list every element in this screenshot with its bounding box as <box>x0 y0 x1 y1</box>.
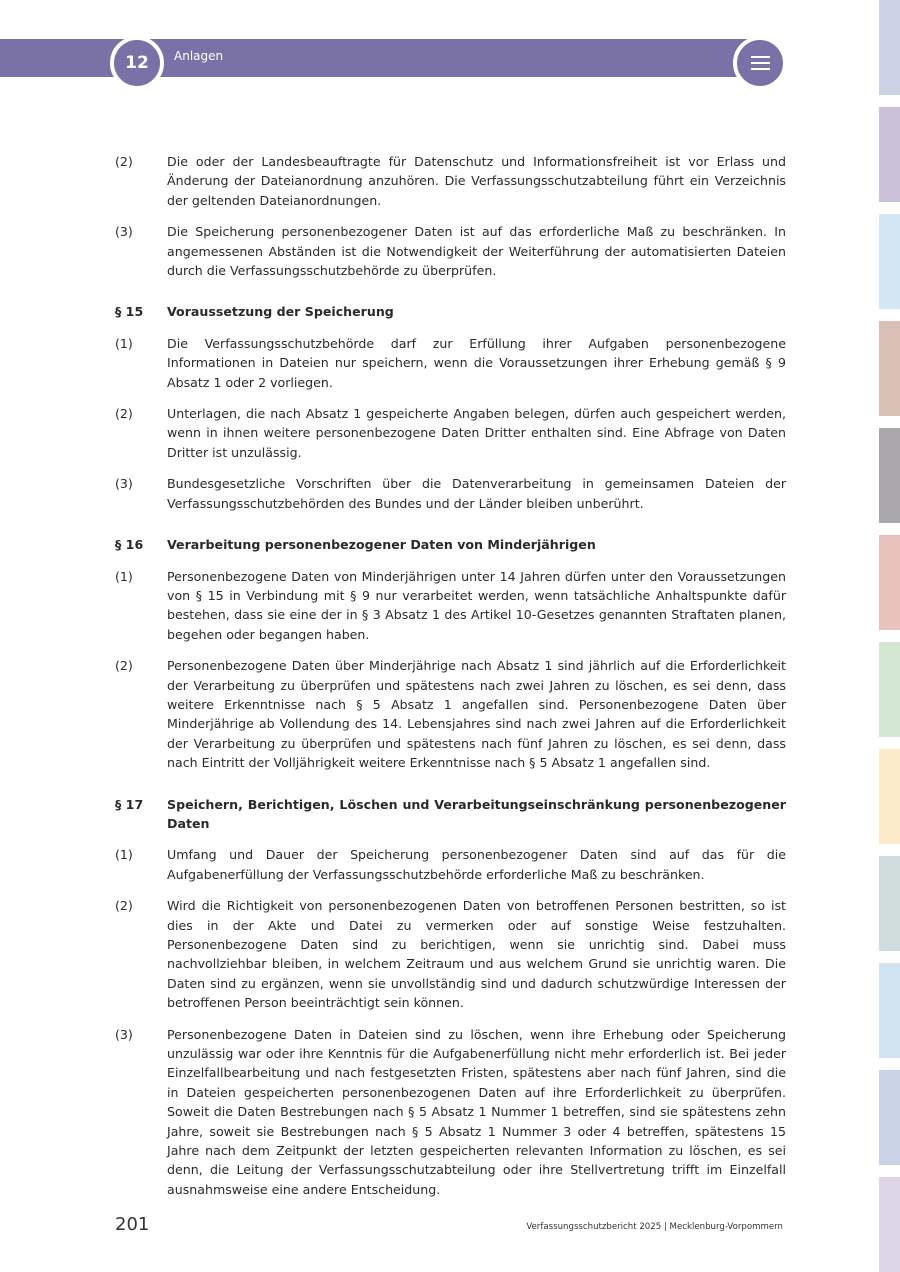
paragraph-text: Bundesgesetzliche Vorschriften über die Datenverarbeitung in gemeinsamen Dateien der Verfassungsschutzbehörden des Bundes und der Länder bleiben unberührt. <box>167 476 786 511</box>
chapter-tab-bar <box>879 0 900 1272</box>
chapter-tab-8[interactable] <box>879 749 900 844</box>
section-title: Voraussetzung der Speicherung <box>167 304 394 320</box>
paragraph-text: Unterlagen, die nach Absatz 1 gespeicherte Angaben belegen, dürfen auch gespeichert werden, wenn in ihnen weitere personenbezogene Daten Dritter enthalten sind. Eine Abfrage von Daten Dritter ist unzulässig. <box>167 406 786 460</box>
chapter-tab-3[interactable] <box>879 214 900 309</box>
chapter-title: Anlagen <box>174 49 224 63</box>
chapter-tab-2[interactable] <box>879 107 900 202</box>
paragraph-text: Umfang und Dauer der Speicherung personenbezogener Daten sind auf das für die Aufgabenerfüllung der Verfassungsschutzbehörde erforderliche Maß zu beschränken. <box>167 847 786 882</box>
section-title: Verarbeitung personenbezogener Daten von Minderjährigen <box>167 537 596 553</box>
paragraph <box>115 656 786 772</box>
section-title: Speichern, Berichtigen, Löschen und Verarbeitungseinschränkung personenbezogener Daten <box>167 796 786 831</box>
chapter-tab-7[interactable] <box>879 642 900 737</box>
paragraph-number: (1) <box>115 568 133 584</box>
paragraph <box>115 845 786 884</box>
chapter-tab-10[interactable] <box>879 963 900 1058</box>
chapter-tab-9[interactable] <box>879 856 900 951</box>
section-heading <box>115 535 786 554</box>
paragraph <box>115 334 786 392</box>
section-number: § 16 <box>115 537 144 553</box>
paragraph-text: Die Verfassungsschutzbehörde darf zur Erfüllung ihrer Aufgaben personenbezogene Informationen in Dateien nur speichern, wenn die Voraussetzungen ihrer Erhebung gemäß § 9 Absatz 1 oder 2 vorliegen. <box>167 335 786 390</box>
chapter-number-badge: 12 <box>110 36 164 90</box>
paragraph-text: Die Speicherung personenbezogener Daten ist auf das erforderliche Maß zu beschränken. In angemessenen Abständen ist die Notwendigkeit der Weiterführung der automatisierten Dateien durch die Verfassungsschutzbehörde zu überprüfen. <box>167 224 786 279</box>
paragraph-number: (3) <box>115 224 133 240</box>
chapter-tab-12[interactable] <box>879 1177 900 1272</box>
chapter-tab-5[interactable] <box>879 428 900 523</box>
page-number: 201 <box>115 1214 150 1235</box>
paragraph <box>115 567 786 645</box>
paragraph-number: (1) <box>115 335 133 351</box>
chapter-tab-6[interactable] <box>879 535 900 630</box>
section-heading <box>115 795 786 834</box>
chapter-tab-11[interactable] <box>879 1070 900 1165</box>
paragraph-number: (2) <box>115 658 133 674</box>
paragraph-text: Die oder der Landesbeauftragte für Datenschutz und Informationsfreiheit ist vor Erlass und Änderung der Dateianordnung anzuhören. Die Verfassungsschutzabteilung führt ein Verzeichnis der geltenden Dateianordnungen. <box>167 154 786 208</box>
hamburger-menu-icon[interactable] <box>733 36 787 90</box>
publication-footer: Verfassungsschutzbericht 2025 | Mecklenburg-Vorpommern <box>526 1222 783 1232</box>
paragraph <box>115 152 786 210</box>
paragraph-number: (3) <box>115 476 133 492</box>
paragraph-text: Personenbezogene Daten über Minderjährige nach Absatz 1 sind jährlich auf die Erforderlichkeit der Verarbeitung zu überprüfen und spätestens nach zwei Jahren zu löschen, es sei denn, dass weitere Erkenntnisse nach § 5 Absatz 1 angefallen sind. Personenbezogene Daten über Minderjährige ab Vollendung des 14. Lebensjahres sind nach zwei Jahren auf die Erforderlichkeit der Verarbeitung zu überprüfen und spätestens nach fünf Jahren zu löschen, es sei denn, dass nach Eintritt der Volljährigkeit weitere Erkenntnisse nach § 5 Absatz 1 angefallen sind. <box>167 658 786 771</box>
paragraph-text: Personenbezogene Daten von Minderjährigen unter 14 Jahren dürfen unter den Voraussetzungen von § 15 in Verbindung mit § 9 nur verarbeitet werden, wenn tatsächliche Anhaltspunkte dafür bestehen, dass sie eine der in § 3 Absatz 1 des Artikel 10-Gesetzes genannten Straftaten planen, begehen oder begangen haben. <box>167 568 786 642</box>
paragraph-number: (3) <box>115 1026 133 1042</box>
paragraph-number: (1) <box>115 847 133 863</box>
paragraph-text: Wird die Richtigkeit von personenbezogenen Daten von betroffenen Personen bestritten, so ist dies in der Akte und Datei zu vermerken oder auf sonstige Weise festzuhalten. Personenbezogene Daten sind zu berichtigen, wenn sie unrichtig sind. Dabei muss nachvollziehbar bleiben, in welchem Zeitraum und aus welchem Grund sie unrichtig waren. Die Daten sind zu ergänzen, wenn sie unvollständig sind und dadurch schutzwürdige Interessen der betroffenen Person beeinträchtigt sein können. <box>167 898 786 1011</box>
paragraph-number: (2) <box>115 898 133 914</box>
section-heading <box>115 302 786 321</box>
paragraph-text: Personenbezogene Daten in Dateien sind zu löschen, wenn ihre Erhebung oder Speicherung unzulässig war oder ihre Kenntnis für die Aufgabenerfüllung nicht mehr erforderlich ist. Bei jeder Einzelfallbearbeitung und nach festgesetzten Fristen, spätestens aber nach fünf Jahren, sind die in Dateien gespeicherten personenbezogenen Daten auf ihre Erforderlichkeit zu überprüfen. Soweit die Daten Bestrebungen nach § 5 Absatz 1 Nummer 1 betreffen, sind sie spätestens zehn Jahre, soweit sie Bestrebungen nach § 5 Absatz 1 Nummer 3 oder 4 betreffen, spätestens 15 Jahre nach dem Zeitpunkt der letzten gespeicherten relevanten Information zu löschen, es sei denn, die Leitung der Verfassungsschutzabteilung oder ihre Stellvertretung trifft im Einzelfall ausnahmsweise eine andere Entscheidung. <box>167 1026 786 1197</box>
section-number: § 17 <box>115 796 144 812</box>
section-number: § 15 <box>115 304 144 320</box>
chapter-tab-1[interactable] <box>879 0 900 95</box>
paragraph-number: (2) <box>115 406 133 422</box>
paragraph-number: (2) <box>115 154 133 169</box>
paragraph <box>115 474 786 513</box>
paragraph <box>115 896 786 1012</box>
paragraph <box>115 404 786 462</box>
paragraph <box>115 222 786 280</box>
paragraph <box>115 1025 786 1200</box>
document-body <box>115 152 786 1211</box>
chapter-tab-4[interactable] <box>879 321 900 416</box>
